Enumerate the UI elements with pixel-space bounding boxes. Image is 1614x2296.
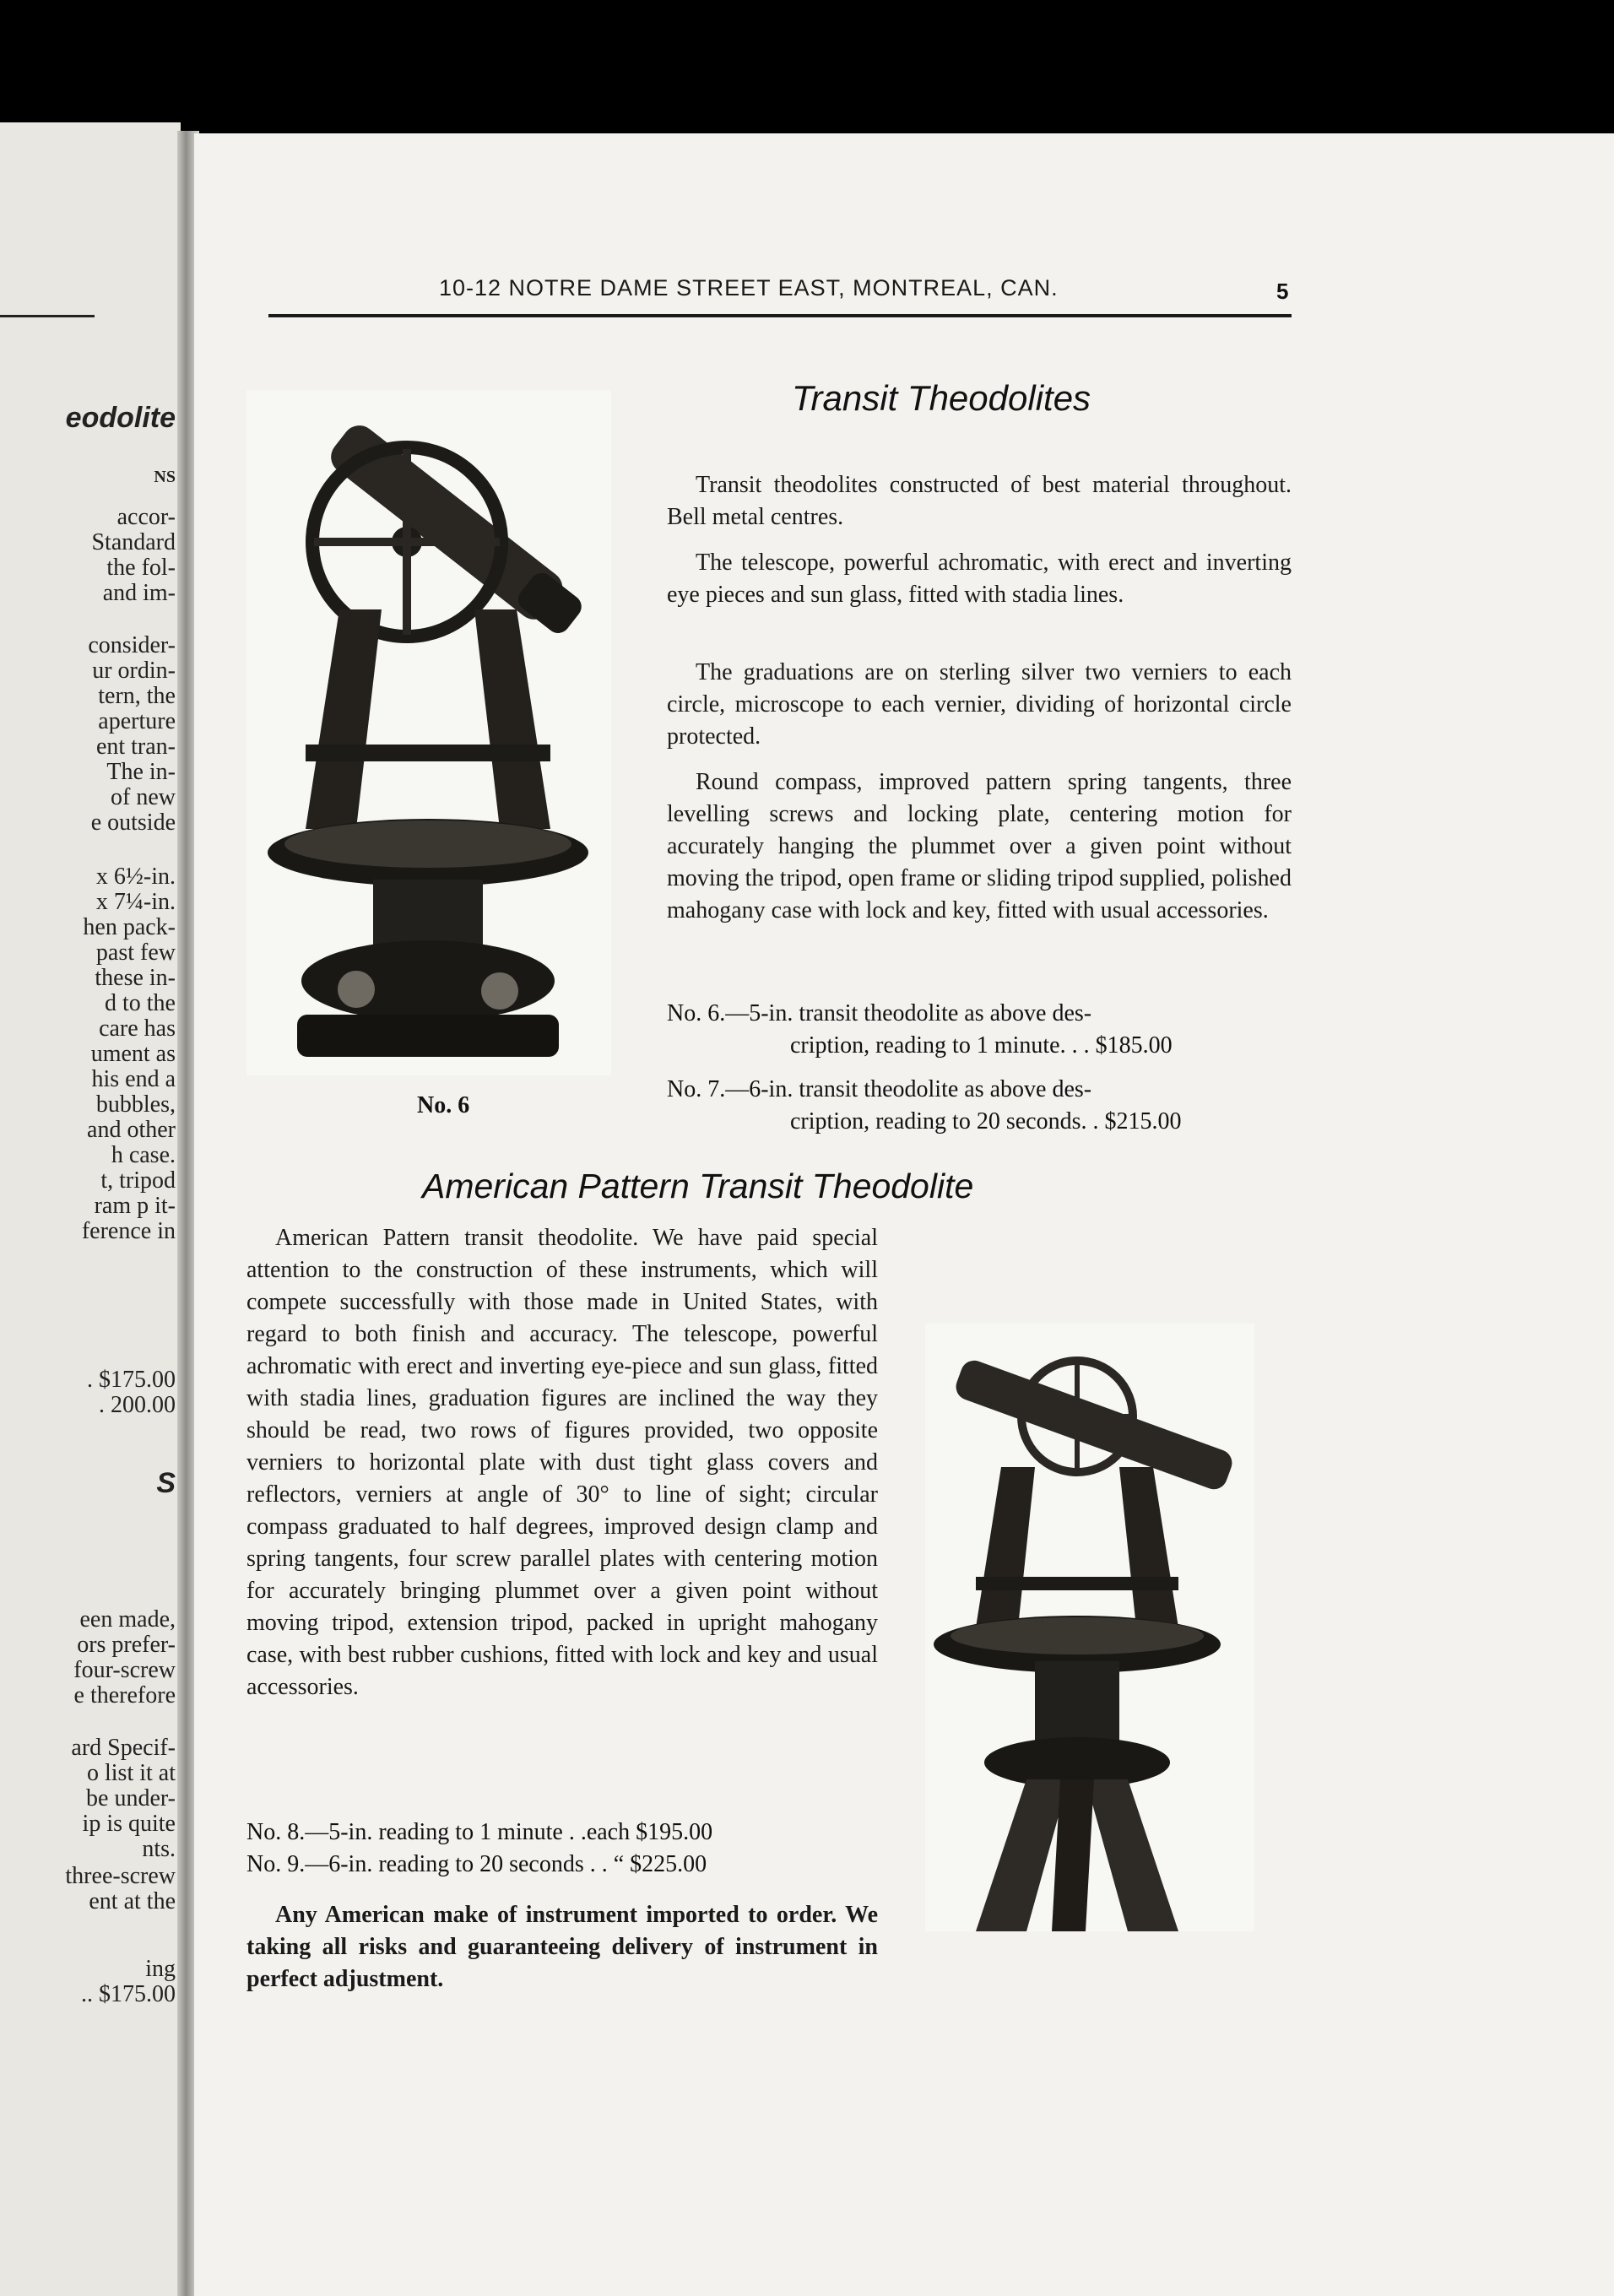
transit-paragraph-4: Round compass, improved pattern spring tangents, three levelling screws and locking plate, centering motion for accurately hanging the plummet over a given point without moving the tripod, open frame or sliding tripod supplied, polished mahogany case with lock and key, fitted with usual accessories.	[667, 769, 1292, 923]
left-page-line: .. $175.00	[81, 1981, 176, 2007]
no6-price-line-2: cription, reading to 1 minute. . . $185.00	[790, 1032, 1173, 1059]
left-page-line: and im-	[102, 580, 176, 606]
transit-paragraph-2: The telescope, powerful achromatic, with erect and inverting eye pieces and sun glass, fitted with stadia lines.	[667, 550, 1292, 608]
left-page-line: past few	[95, 940, 176, 966]
page-number: 5	[1276, 279, 1289, 304]
left-page-line: tern, the	[98, 683, 176, 709]
no9-price-line: No. 9.—6-in. reading to 20 seconds . . “ $225.00	[246, 1851, 707, 1877]
left-page-line: ference in	[81, 1218, 176, 1244]
left-page-line: ent at the	[89, 1888, 176, 1914]
left-page-line: nts.	[142, 1836, 176, 1862]
left-page-line: een made,	[79, 1606, 176, 1633]
left-page-line: S	[156, 1467, 176, 1499]
left-page-line: ard Specif-	[71, 1735, 176, 1761]
american-pattern-theodolite-photo-icon	[925, 1324, 1254, 1931]
running-head: 10-12 NOTRE DAME STREET EAST, MONTREAL, CAN.	[439, 275, 1059, 301]
left-page-line: o list it at	[87, 1760, 176, 1786]
transit-paragraph-1: Transit theodolites constructed of best material throughout. Bell metal centres.	[667, 472, 1292, 530]
left-page-line: ors prefer-	[77, 1632, 176, 1658]
left-page-line: ing	[145, 1956, 176, 1982]
left-page-line: hen pack-	[83, 914, 176, 940]
left-page-line: and other	[87, 1117, 176, 1143]
left-page-line: the fol-	[106, 555, 176, 581]
left-page-line: three-screw	[65, 1863, 176, 1889]
left-page-line: ip is quite	[82, 1811, 176, 1837]
left-page-rule	[0, 315, 95, 317]
transit-theodolites-title: Transit Theodolites	[792, 378, 1091, 418]
no8-price-line: No. 8.—5-in. reading to 1 minute . .each $195.00	[246, 1819, 713, 1845]
left-page-line: Standard	[91, 529, 176, 555]
left-page-line: aperture	[98, 708, 176, 734]
no6-photo-caption: No. 6	[417, 1092, 470, 1118]
american-import-paragraph: Any American make of instrument imported to order. We taking all risks and guaranteeing delivery of instrument in perfect adjustment.	[246, 1902, 878, 1992]
left-page-line: h case.	[111, 1142, 176, 1168]
left-page-line: ram p it-	[94, 1193, 176, 1219]
left-page-line: e outside	[90, 810, 176, 836]
no7-price-line-1: No. 7.—6-in. transit theodolite as above des-	[667, 1076, 1092, 1102]
left-page-line: bubbles,	[95, 1091, 176, 1118]
left-page-line: of new	[111, 784, 176, 810]
left-page-line: his end a	[91, 1066, 176, 1092]
left-page-line: be under-	[86, 1785, 176, 1811]
left-page-line: care has	[99, 1015, 176, 1042]
left-page-line: accor-	[116, 504, 176, 530]
left-page-line: consider-	[88, 632, 176, 658]
left-page-line: x 7¼-in.	[95, 889, 176, 915]
left-facing-page	[0, 122, 181, 2296]
left-page-line: ument as	[90, 1041, 176, 1067]
no6-price-line-1: No. 6.—5-in. transit theodolite as above des-	[667, 1000, 1092, 1026]
left-page-line: t, tripod	[100, 1167, 176, 1194]
left-page-line: ent tran-	[95, 734, 176, 760]
left-page-line: e therefore	[73, 1682, 176, 1708]
left-page-line: x 6½-in.	[95, 864, 176, 890]
left-page-line: The in-	[106, 759, 176, 785]
left-page-line: . $175.00	[87, 1367, 176, 1393]
left-page-line: NS	[154, 468, 176, 486]
transit-theodolite-no6-photo-icon	[246, 390, 611, 1075]
left-page-line: eodolite	[65, 402, 176, 434]
left-page-line: four-screw	[73, 1657, 176, 1683]
left-page-line: . 200.00	[99, 1392, 176, 1418]
left-page-line: d to the	[105, 990, 176, 1016]
american-pattern-paragraph: American Pattern transit theodolite. We have paid special attention to the construction of these instruments, which will compete successfully with those made in United States, with regard to both finish and accuracy. The telescope, powerful achromatic with erect and inverting eye-piece and sun glass, fitted with stadia lines, graduation figures are inclined the way they should be read, two rows of figures provided, two opposite verniers to horizontal plate with dust tight glass covers and reflectors, verniers at angle of 30° to line of sight; circular compass graduated to half degrees, improved design clamp and spring tangents, four screw parallel plates with centering motion for accurately bringing plummet over a given point without moving tripod, extension tripod, packed in upright mahogany case, with best rubber cushions, fitted with lock and key and usual accessories.	[246, 1225, 878, 1700]
no7-price-line-2: cription, reading to 20 seconds. . $215.00	[790, 1108, 1182, 1134]
left-page-line: ur ordin-	[92, 658, 176, 684]
left-page-line: these in-	[95, 965, 176, 991]
transit-paragraph-3: The graduations are on sterling silver two verniers to each circle, microscope to each vernier, dividing of horizontal circle protected.	[667, 659, 1292, 750]
header-rule	[268, 314, 1292, 317]
american-pattern-title: American Pattern Transit Theodolite	[422, 1167, 974, 1205]
